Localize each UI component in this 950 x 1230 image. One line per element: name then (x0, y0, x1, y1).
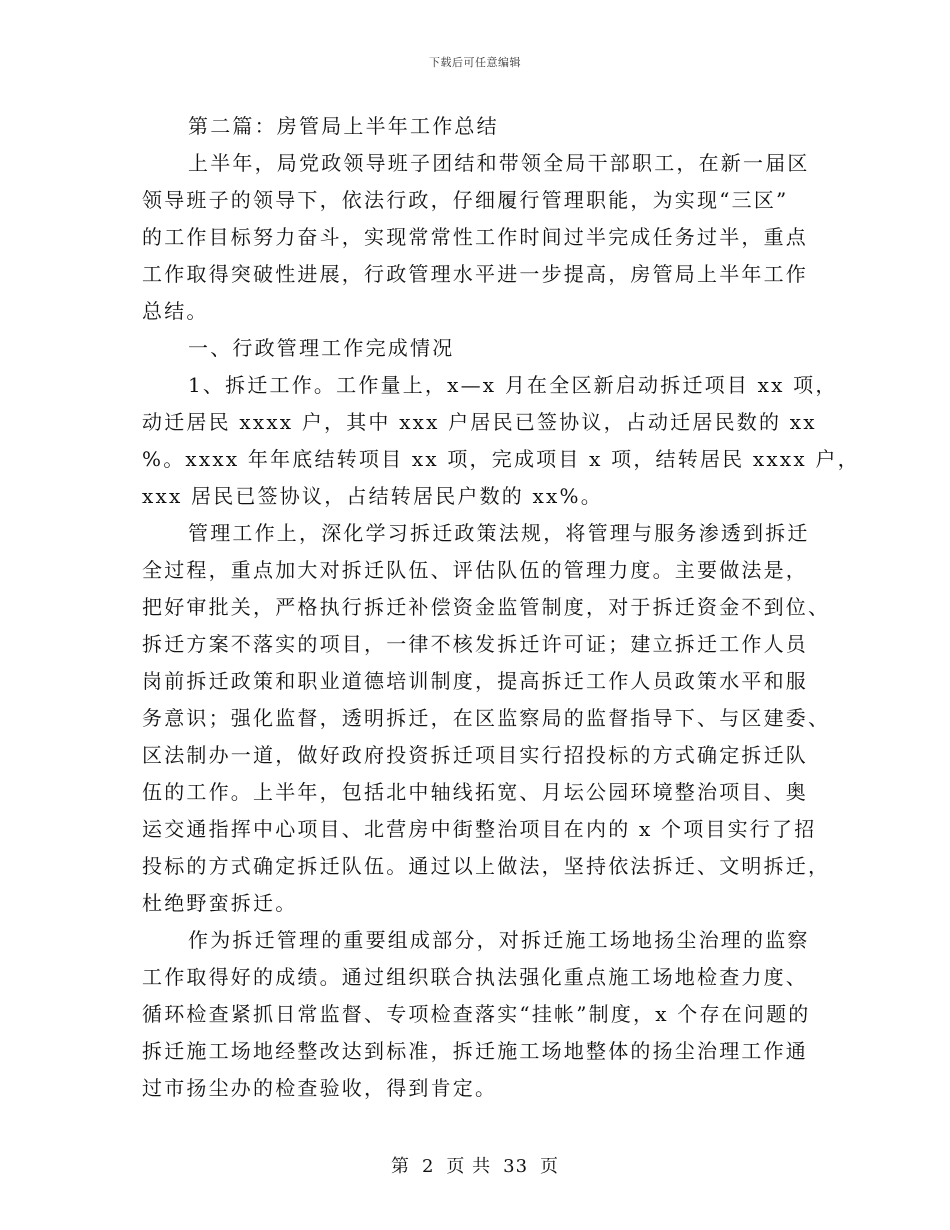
paragraph-line: 领导班子的领导下，依法行政，仔细履行管理职能，为实现“三区” (142, 188, 789, 212)
paragraph-line: 循环检查紧抓日常监督、专项检查落实“挂帐”制度，x 个存在问题的 (142, 1002, 811, 1026)
download-note: 下载后可任意编辑 (429, 56, 521, 69)
page-footer (0, 1152, 950, 1178)
paragraph-line: 务意识；强化监督，透明拆迁，在区监察局的监督指导下、与区建委、 (142, 706, 831, 730)
footer-mid: 页 共 (446, 1156, 492, 1177)
section-title: 第二篇：房管局上半年工作总结 (188, 114, 499, 138)
paragraph-line: 动迁居民 xxxx 户，其中 xxx 户居民已签协议，占动迁居民数的 xx (142, 410, 817, 434)
paragraph-line: 拆迁方案不落实的项目，一律不核发拆迁许可证；建立拆迁工作人员 (142, 632, 808, 656)
paragraph-line: 的工作目标努力奋斗，实现常常性工作时间过半完成任务过半，重点 (142, 225, 808, 249)
paragraph-line: 全过程，重点加大对拆迁队伍、评估队伍的管理力度。主要做法是， (142, 558, 808, 582)
paragraph-line: 总结。 (142, 299, 209, 323)
footer-prefix: 第 (390, 1156, 410, 1177)
paragraph-line: xxx 居民已签协议，占结转居民户数的 xx%。 (142, 484, 603, 508)
paragraph-line: 区法制办一道，做好政府投资拆迁项目实行招投标的方式确定拆迁队 (142, 743, 808, 767)
paragraph-line: 投标的方式确定拆迁队伍。通过以上做法，坚持依法拆迁、文明拆迁， (142, 854, 831, 878)
paragraph-line: 作为拆迁管理的重要组成部分，对拆迁施工场地扬尘治理的监察 (188, 928, 810, 952)
paragraph-line: 过市扬尘办的检查验收，得到肯定。 (142, 1076, 498, 1100)
paragraph-line: 上半年，局党政领导班子团结和带领全局干部职工，在新一届区 (188, 151, 810, 175)
paragraph-line: 1、拆迁工作。工作量上，x—x 月在全区新启动拆迁项目 xx 项， (188, 373, 838, 397)
paragraph-line: 拆迁施工场地经整改达到标准，拆迁施工场地整体的扬尘治理工作通 (142, 1039, 808, 1063)
paragraph-line: 工作取得好的成绩。通过组织联合执法强化重点施工场地检查力度、 (142, 965, 808, 989)
paragraph-line: 运交通指挥中心项目、北营房中街整治项目在内的 x 个项目实行了招 (142, 817, 817, 841)
paragraph-line: 杜绝野蛮拆迁。 (142, 891, 298, 915)
document-body (142, 108, 860, 1107)
page-number: 2 (421, 1156, 435, 1177)
paragraph-line: 把好审批关，严格执行拆迁补偿资金监管制度，对于拆迁资金不到位、 (142, 595, 831, 619)
paragraph-line: 管理工作上，深化学习拆迁政策法规，将管理与服务渗透到拆迁 (188, 521, 810, 545)
paragraph-line: 岗前拆迁政策和职业道德培训制度，提高拆迁工作人员政策水平和服 (142, 669, 808, 693)
paragraph-line: %。xxxx 年年底结转项目 xx 项，完成项目 x 项，结转居民 xxxx 户， (142, 447, 860, 471)
paragraph-line: 伍的工作。上半年，包括北中轴线拓宽、月坛公园环境整治项目、奥 (142, 780, 808, 804)
page-total: 33 (503, 1156, 529, 1177)
subsection-heading: 一、行政管理工作完成情况 (188, 336, 455, 360)
paragraph-line: 工作取得突破性进展，行政管理水平进一步提高，房管局上半年工作 (142, 262, 808, 286)
footer-suffix: 页 (540, 1156, 560, 1177)
